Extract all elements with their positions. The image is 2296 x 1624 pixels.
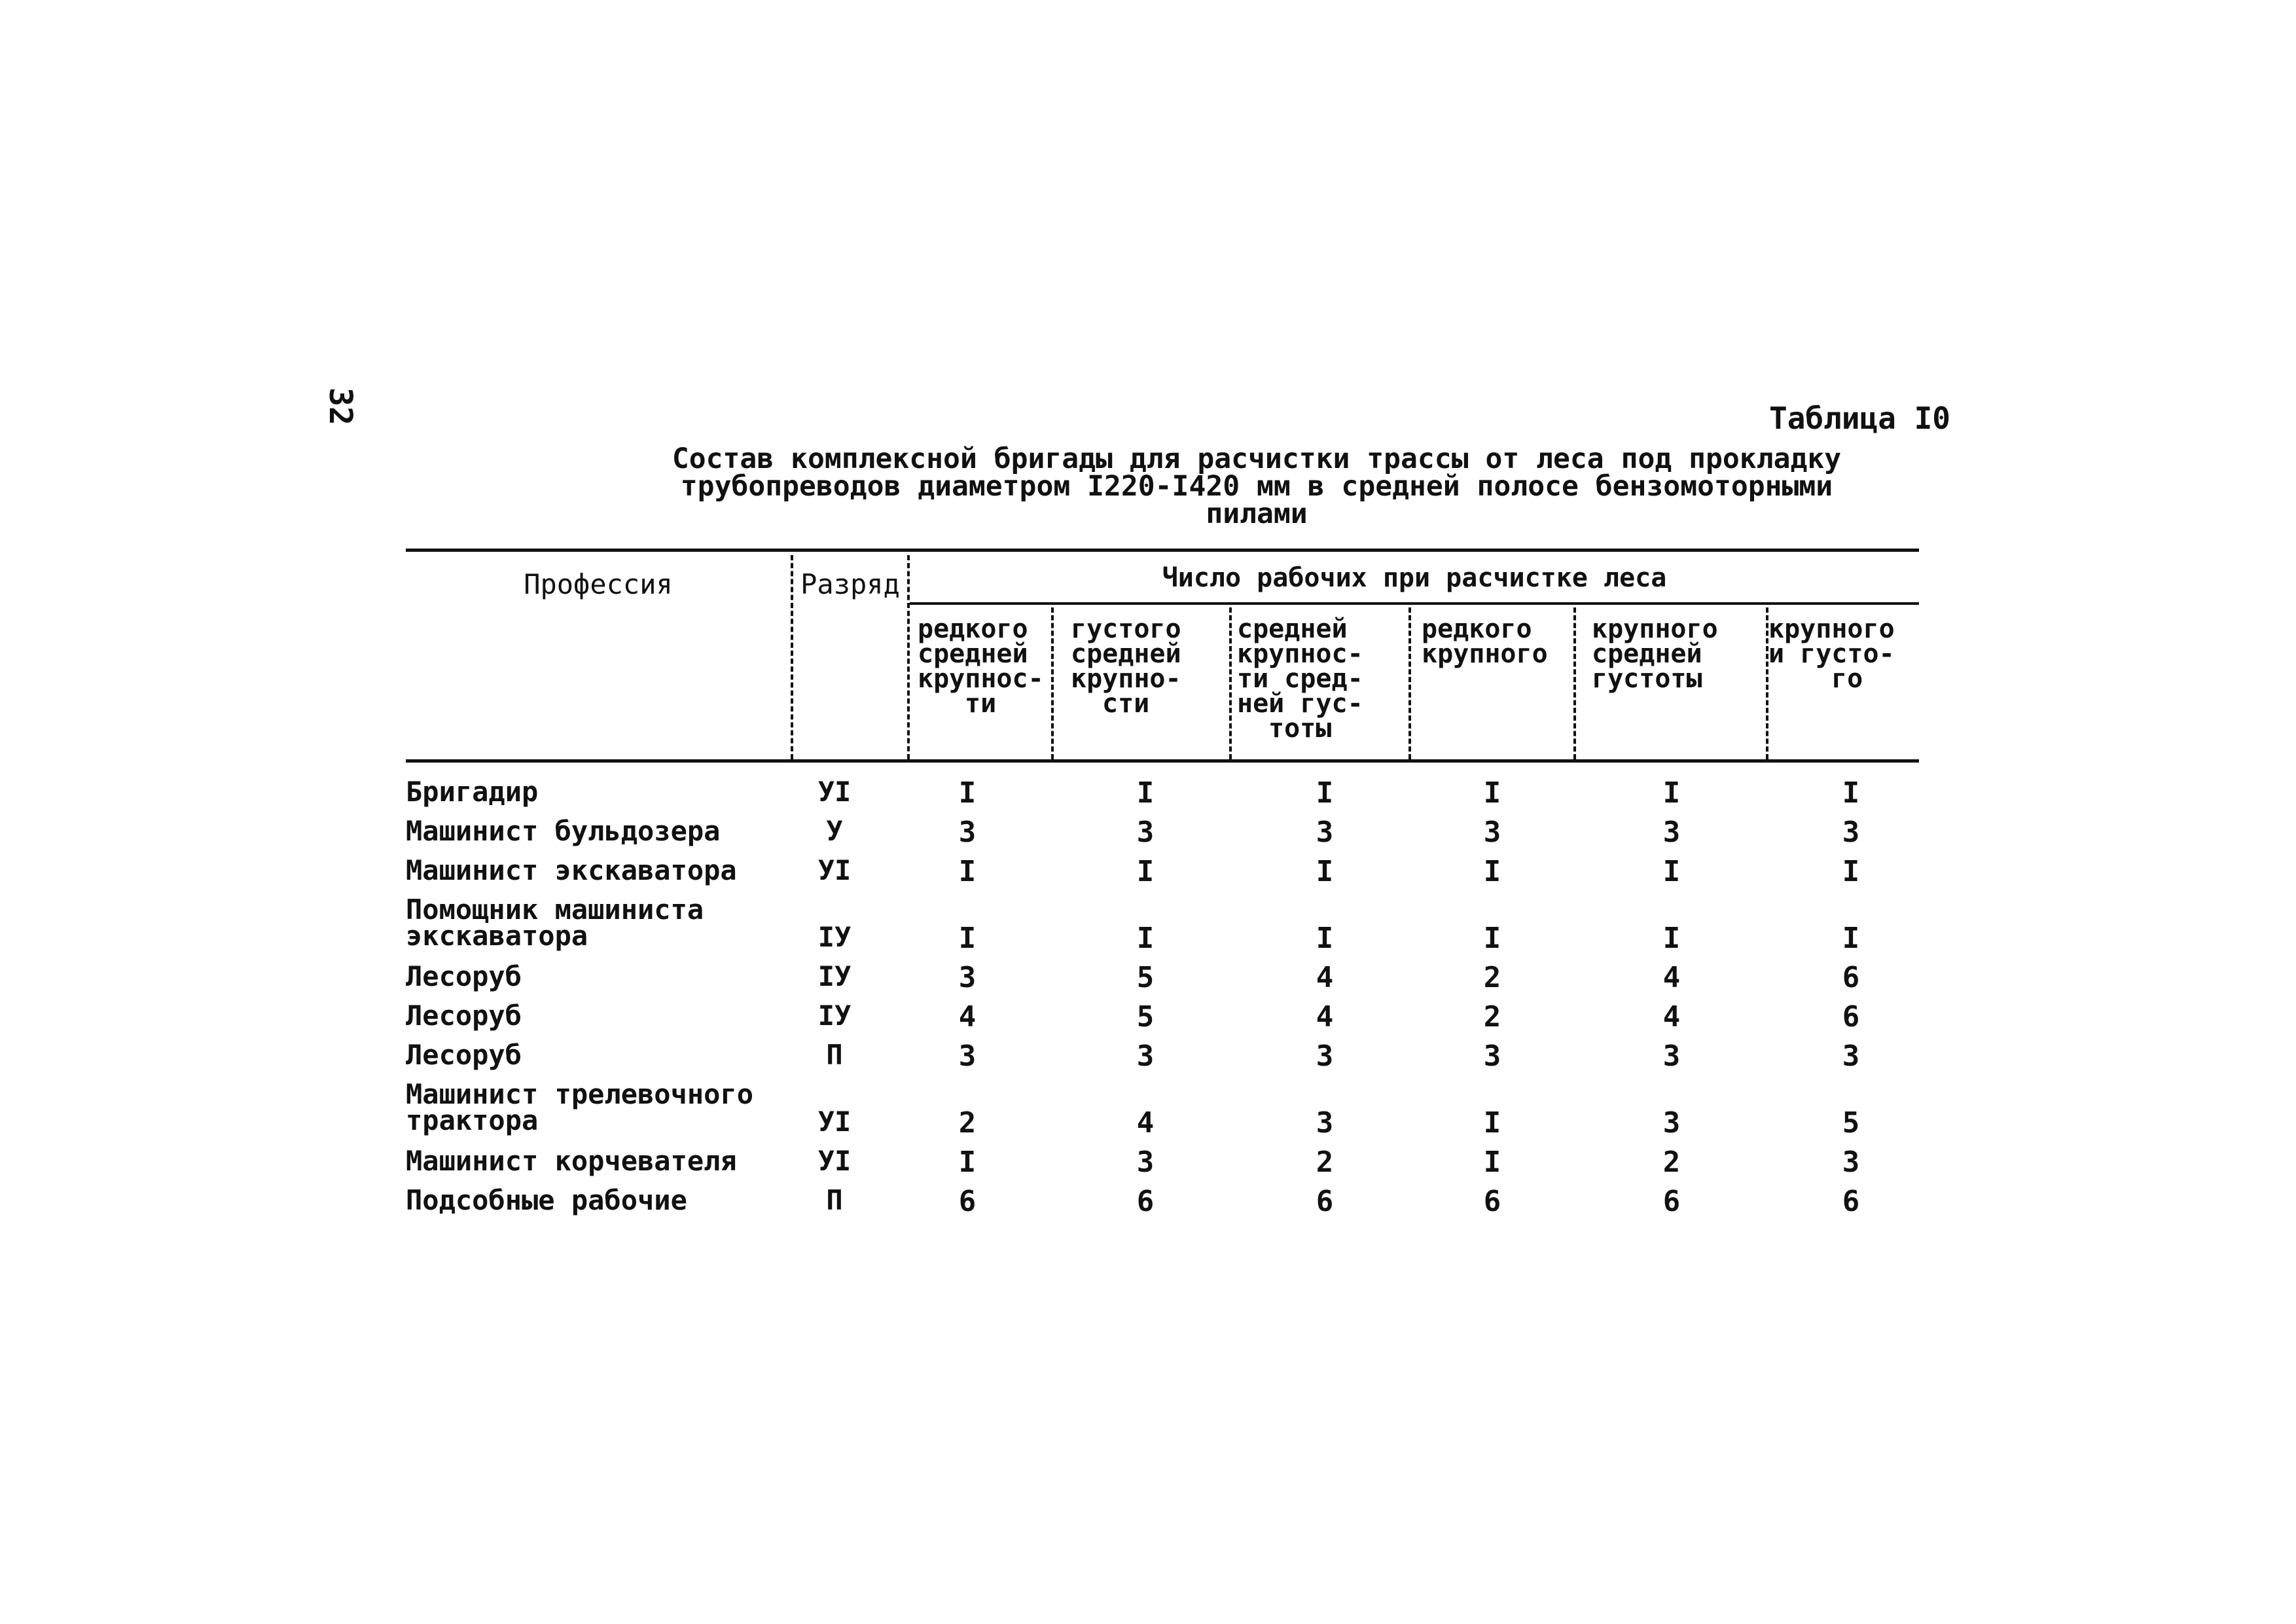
worker-count-cell: 3 xyxy=(1662,1039,1681,1073)
grade-cell: УI xyxy=(817,776,852,808)
profession-line: Машинист трелевочного xyxy=(406,1078,754,1110)
worker-count-cell: I xyxy=(1136,855,1155,888)
worker-count-cell: 6 xyxy=(1842,1000,1860,1034)
worker-count-cell: I xyxy=(1483,922,1501,955)
header-line: редкого xyxy=(1422,614,1532,644)
header-line: крупного xyxy=(1422,639,1548,669)
header-col-sparse-large xyxy=(1422,614,1548,669)
worker-count-cell: 3 xyxy=(1483,1039,1501,1073)
header-line: густоты xyxy=(1592,664,1702,694)
worker-count-cell: I xyxy=(1136,922,1155,955)
worker-count-cell: 4 xyxy=(958,1000,977,1034)
column-divider xyxy=(1573,607,1576,759)
worker-count-cell: 4 xyxy=(1136,1106,1155,1140)
worker-count-cell: 5 xyxy=(1842,1106,1860,1140)
header-col-dense-medium xyxy=(1071,614,1181,719)
grade-cell: IУ xyxy=(817,960,852,992)
header-line: ти сред- xyxy=(1237,664,1363,694)
worker-count-cell: 3 xyxy=(958,1039,977,1073)
worker-count-cell: 2 xyxy=(958,1106,977,1140)
worker-count-cell: I xyxy=(1483,776,1501,810)
profession-line: Машинист экскаватора xyxy=(406,854,737,886)
worker-count-cell: I xyxy=(1662,776,1681,810)
worker-count-cell: 2 xyxy=(1483,961,1501,994)
worker-count-cell: 3 xyxy=(1842,816,1860,849)
header-line: ти xyxy=(965,689,997,719)
worker-count-cell: 6 xyxy=(1662,1185,1681,1218)
profession-cell xyxy=(406,854,737,886)
header-line: густого xyxy=(1071,614,1181,644)
worker-count-cell: 6 xyxy=(1842,1185,1860,1218)
profession-cell xyxy=(406,1078,754,1136)
worker-count-cell: I xyxy=(1136,776,1155,810)
worker-count-cell: 3 xyxy=(1136,1039,1155,1073)
header-workers-group: Число рабочих при расчистке леса xyxy=(1162,563,1667,593)
header-line: крупнос- xyxy=(918,664,1044,694)
grade-cell: У xyxy=(826,815,843,847)
worker-count-cell: 6 xyxy=(1136,1185,1155,1218)
header-bottom-rule xyxy=(406,759,1919,763)
grade-cell: УI xyxy=(817,854,852,886)
worker-count-cell: I xyxy=(1842,922,1860,955)
table-row xyxy=(406,1039,1919,1081)
worker-count-cell: 3 xyxy=(1136,1146,1155,1179)
worker-count-cell: 3 xyxy=(958,961,977,994)
table-row xyxy=(406,1078,1919,1148)
column-divider xyxy=(1229,607,1232,759)
grade-cell: П xyxy=(826,1184,843,1216)
group-header-rule xyxy=(910,602,1919,605)
table-caption xyxy=(393,442,2121,530)
profession-cell xyxy=(406,1039,522,1071)
profession-line: Бригадир xyxy=(406,776,539,808)
header-line: крупного xyxy=(1592,614,1718,644)
worker-count-cell: 4 xyxy=(1662,1000,1681,1034)
worker-count-cell: 4 xyxy=(1316,961,1334,994)
page-number: 32 xyxy=(322,388,359,425)
worker-count-cell: 5 xyxy=(1136,961,1155,994)
header-col-large-medium xyxy=(1592,614,1718,694)
caption-line: трубопреводов диаметром I220-I420 мм в средней полосе бензомоторными xyxy=(680,470,1833,503)
table-row xyxy=(406,815,1919,857)
profession-line: трактора xyxy=(406,1104,539,1136)
table-row xyxy=(406,776,1919,818)
profession-cell xyxy=(406,815,721,847)
profession-cell xyxy=(406,1184,687,1216)
header-col-large-dense xyxy=(1768,614,1895,694)
table-body xyxy=(406,776,1919,1227)
worker-count-cell: I xyxy=(958,776,977,810)
worker-count-cell: I xyxy=(958,1146,977,1179)
grade-cell: IУ xyxy=(817,1000,852,1032)
column-divider xyxy=(1408,607,1411,759)
header-line: го xyxy=(1831,664,1863,694)
worker-count-cell: 6 xyxy=(1483,1185,1501,1218)
profession-line: Машинист бульдозера xyxy=(406,815,721,847)
worker-count-cell: 3 xyxy=(1842,1146,1860,1179)
worker-count-cell: I xyxy=(1483,1106,1501,1140)
profession-line: Лесоруб xyxy=(406,960,522,992)
profession-cell xyxy=(406,776,539,808)
profession-line: Подсобные рабочие xyxy=(406,1184,687,1216)
table-label: Таблица I0 xyxy=(1769,401,1950,436)
header-col-medium-medium xyxy=(1237,614,1363,744)
worker-count-cell: I xyxy=(1316,776,1334,810)
worker-count-cell: 3 xyxy=(1662,816,1681,849)
header-grade: Разряд xyxy=(800,568,900,600)
worker-count-cell: 4 xyxy=(1316,1000,1334,1034)
header-line: ней гус- xyxy=(1237,689,1363,719)
profession-line: Лесоруб xyxy=(406,1000,522,1032)
caption-line: пилами xyxy=(1206,497,1308,530)
worker-count-cell: 2 xyxy=(1316,1146,1334,1179)
worker-count-cell: I xyxy=(1662,855,1681,888)
worker-count-cell: 3 xyxy=(1136,816,1155,849)
worker-count-cell: 6 xyxy=(1316,1185,1334,1218)
grade-cell: П xyxy=(826,1039,843,1071)
worker-count-cell: 4 xyxy=(1662,961,1681,994)
worker-count-cell: I xyxy=(1483,855,1501,888)
column-divider xyxy=(1051,607,1054,759)
worker-count-cell: I xyxy=(958,922,977,955)
header-col-sparse-medium xyxy=(918,614,1044,719)
profession-cell xyxy=(406,1000,522,1032)
worker-count-cell: I xyxy=(1842,855,1860,888)
brigade-table xyxy=(406,549,1919,1236)
worker-count-cell: 3 xyxy=(1842,1039,1860,1073)
grade-cell: УI xyxy=(817,1106,852,1138)
worker-count-cell: I xyxy=(1842,776,1860,810)
header-line: средней xyxy=(1071,639,1181,669)
worker-count-cell: 3 xyxy=(1483,816,1501,849)
worker-count-cell: 3 xyxy=(1316,1039,1334,1073)
worker-count-cell: 3 xyxy=(958,816,977,849)
profession-line: Машинист корчевателя xyxy=(406,1145,737,1177)
header-line: крупного xyxy=(1768,614,1895,644)
header-line: средней xyxy=(1237,614,1348,644)
table-row xyxy=(406,1000,1919,1042)
header-line: редкого xyxy=(918,614,1028,644)
worker-count-cell: 6 xyxy=(1842,961,1860,994)
profession-cell xyxy=(406,1145,737,1177)
table-row xyxy=(406,893,1919,964)
worker-count-cell: I xyxy=(958,855,977,888)
caption-line: Состав комплексной бригады для расчистки трассы от леса под прокладку xyxy=(672,442,1842,475)
header-profession: Профессия xyxy=(524,568,673,600)
profession-line: Помощник машиниста xyxy=(406,893,704,926)
worker-count-cell: 3 xyxy=(1316,1106,1334,1140)
worker-count-cell: I xyxy=(1316,922,1334,955)
header-line: средней xyxy=(1592,639,1702,669)
header-line: крупнос- xyxy=(1237,639,1363,669)
worker-count-cell: 2 xyxy=(1483,1000,1501,1034)
header-line: средней xyxy=(918,639,1028,669)
profession-line: экскаватора xyxy=(406,920,588,952)
profession-line: Лесоруб xyxy=(406,1039,522,1071)
table-row xyxy=(406,1184,1919,1227)
grade-cell: УI xyxy=(817,1145,852,1177)
table-row xyxy=(406,854,1919,897)
worker-count-cell: 5 xyxy=(1136,1000,1155,1034)
header-line: и густо- xyxy=(1768,639,1895,669)
header-line: тоты xyxy=(1268,713,1332,744)
table-row xyxy=(406,960,1919,1003)
worker-count-cell: I xyxy=(1483,1146,1501,1179)
worker-count-cell: 3 xyxy=(1662,1106,1681,1140)
profession-cell xyxy=(406,960,522,992)
worker-count-cell: I xyxy=(1662,922,1681,955)
worker-count-cell: 3 xyxy=(1316,816,1334,849)
profession-cell xyxy=(406,893,704,952)
worker-count-cell: 2 xyxy=(1662,1146,1681,1179)
table-row xyxy=(406,1145,1919,1187)
worker-count-cell: I xyxy=(1316,855,1334,888)
grade-cell: IУ xyxy=(817,921,852,953)
header-line: сти xyxy=(1102,689,1150,719)
header-line: крупно- xyxy=(1071,664,1181,694)
worker-count-cell: 6 xyxy=(958,1185,977,1218)
table-top-rule xyxy=(406,549,1919,552)
